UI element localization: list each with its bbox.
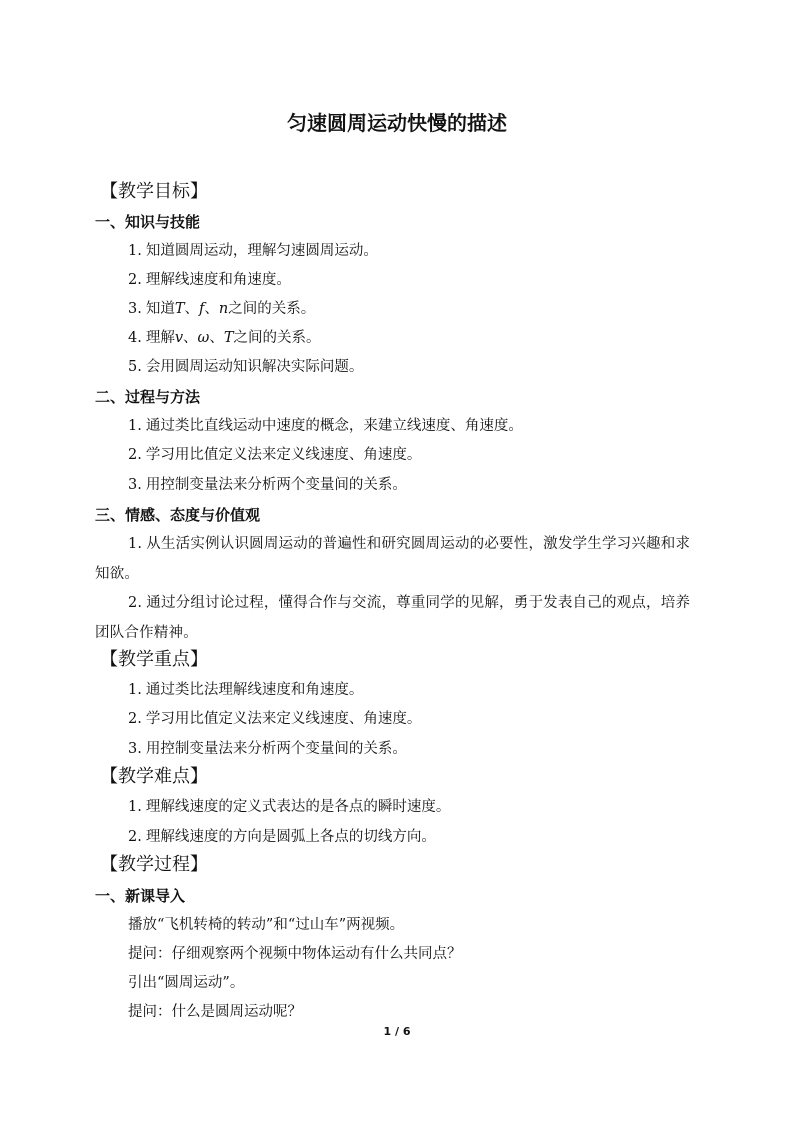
- heading-emotion-values: 三、情感、态度与价值观: [95, 506, 261, 524]
- list-item: 3. 用控制变量法来分析两个变量间的关系。: [128, 741, 407, 757]
- list-item: 播放“飞机转椅的转动”和“过山车”两视频。: [128, 917, 405, 933]
- list-item: 4. 理解v、ω、T之间的关系。: [128, 330, 321, 346]
- section-teaching-goals: 【教学目标】: [100, 181, 208, 202]
- section-difficulties: 【教学难点】: [100, 766, 208, 787]
- list-item: 2. 理解线速度和角速度。: [128, 272, 291, 288]
- list-item: 提问：什么是圆周运动呢？: [128, 1004, 302, 1020]
- section-teaching-process: 【教学过程】: [100, 854, 208, 875]
- list-item: 1. 通过类比法理解线速度和角速度。: [128, 682, 364, 698]
- list-item: 1. 通过类比直线运动中速度的概念，来建立线速度、角速度。: [128, 418, 523, 434]
- list-item: 提问：仔细观察两个视频中物体运动有什么共同点？: [128, 946, 462, 962]
- list-item: 2. 理解线速度的方向是圆弧上各点的切线方向。: [128, 829, 436, 845]
- heading-process-methods: 二、过程与方法: [95, 388, 201, 406]
- heading-knowledge-skills: 一、知识与技能: [95, 213, 201, 231]
- list-item: 5. 会用圆周运动知识解决实际问题。: [128, 359, 364, 375]
- paragraph: 1. 从生活实例认识圆周运动的普遍性和研究圆周运动的必要性，激发学生学习兴趣和求知欲。: [95, 536, 691, 582]
- list-item: 3. 用控制变量法来分析两个变量间的关系。: [128, 477, 407, 493]
- list-item: 3. 知道T、f、n之间的关系。: [128, 301, 316, 317]
- document-title: 匀速圆周运动快慢的描述: [287, 111, 507, 135]
- list-item: 2. 学习用比值定义法来定义线速度、角速度。: [128, 711, 422, 727]
- list-item: 1. 理解线速度的定义式表达的是各点的瞬时速度。: [128, 799, 451, 815]
- page-number: 1 / 6: [383, 1025, 411, 1038]
- list-item: 2. 学习用比值定义法来定义线速度、角速度。: [128, 447, 422, 463]
- section-key-points: 【教学重点】: [100, 649, 208, 670]
- list-item: 引出“圆周运动”。: [128, 975, 245, 991]
- heading-new-lesson-intro: 一、新课导入: [95, 887, 186, 905]
- paragraph: 2. 通过分组讨论过程，懂得合作与交流，尊重同学的见解，勇于发表自己的观点，培养团队合作精神。: [95, 595, 691, 641]
- list-item: 1. 知道圆周运动，理解匀速圆周运动。: [128, 243, 378, 259]
